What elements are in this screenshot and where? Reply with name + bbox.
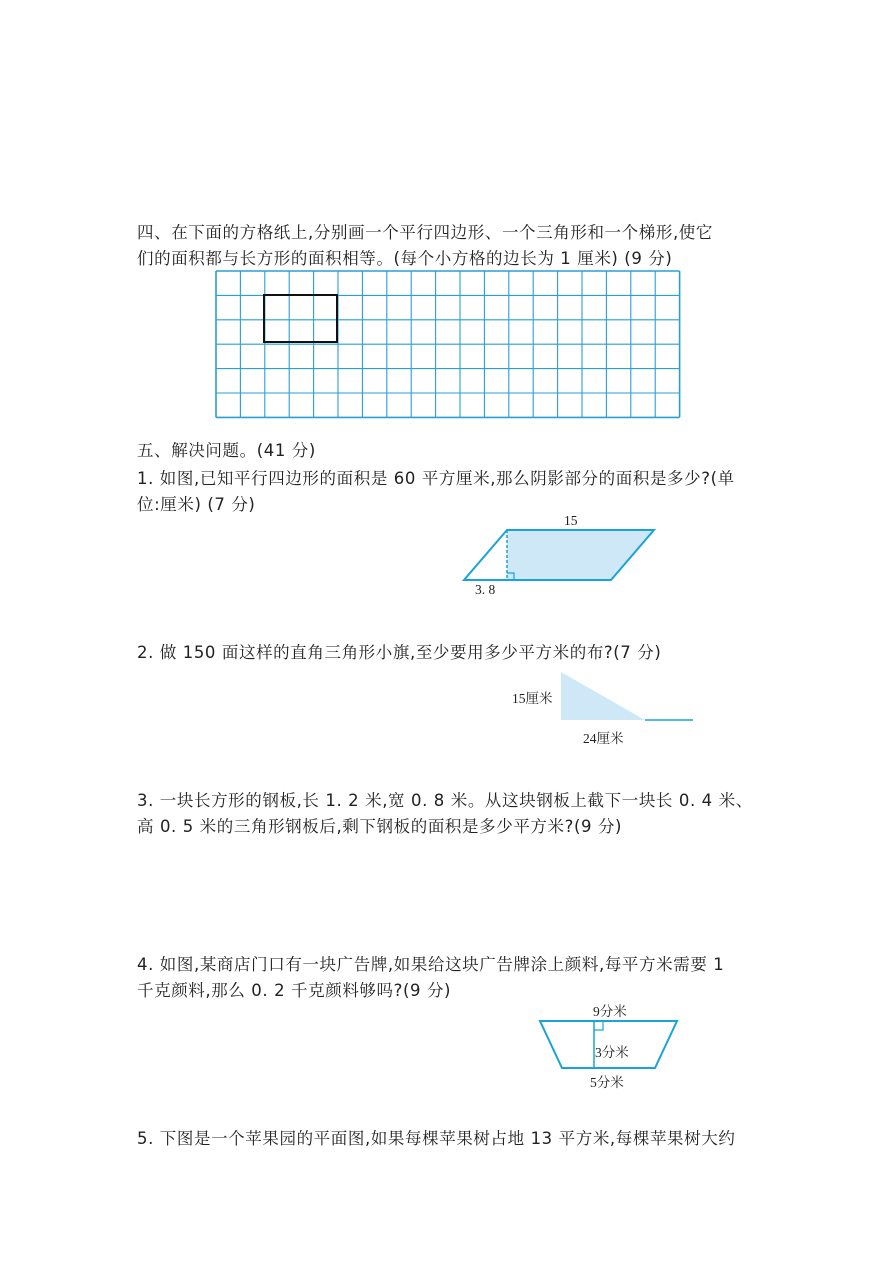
section4-line1: 四、在下面的方格纸上,分别画一个平行四边形、一个三角形和一个梯形,使它 — [137, 223, 713, 242]
trapezoid-right-angle — [594, 1021, 603, 1030]
q2-label-base: 24厘米 — [583, 731, 624, 746]
q4-line1: 4. 如图,某商店门口有一块广告牌,如果给这块广告牌涂上颜料,每平方米需要 1 — [137, 955, 725, 974]
q4-line2: 千克颜料,那么 0. 2 千克颜料够吗?(9 分) — [137, 981, 452, 1000]
given-rectangle — [264, 295, 337, 342]
q1-line1: 1. 如图,已知平行四边形的面积是 60 平方厘米,那么阴影部分的面积是多少?(单 — [137, 469, 735, 488]
q1-label-top: 15 — [564, 513, 578, 528]
q3-line1: 3. 一块长方形的钢板,长 1. 2 米,宽 0. 8 米。从这块钢板上截下一块长 0. 4 米、 — [137, 791, 753, 810]
q4-label-top: 9分米 — [593, 1004, 627, 1019]
right-angle-mark — [507, 573, 514, 580]
section4-line2: 们的面积都与长方形的面积相等。(每个小方格的边长为 1 厘米) (9 分) — [137, 249, 673, 268]
q3-line2: 高 0. 5 米的三角形钢板后,剩下钢板的面积是多少平方米?(9 分) — [137, 817, 623, 836]
right-triangle — [561, 672, 645, 720]
q4-label-height: 3分米 — [595, 1045, 629, 1060]
q2-label-height: 15厘米 — [512, 691, 553, 706]
q2-line1: 2. 做 150 面这样的直角三角形小旗,至少要用多少平方米的布?(7 分) — [137, 643, 662, 662]
shaded-region — [507, 530, 654, 580]
q4-label-bottom: 5分米 — [590, 1075, 624, 1090]
q1-line2: 位:厘米) (7 分) — [137, 495, 256, 514]
grid-lines — [216, 271, 680, 417]
q5-line1: 5. 下图是一个苹果园的平面图,如果每棵苹果树占地 13 平方米,每棵苹果树大约 — [137, 1129, 736, 1148]
section5-heading: 五、解决问题。(41 分) — [137, 441, 316, 460]
parallelogram — [464, 530, 654, 580]
q1-label-bottom: 3. 8 — [475, 582, 496, 597]
